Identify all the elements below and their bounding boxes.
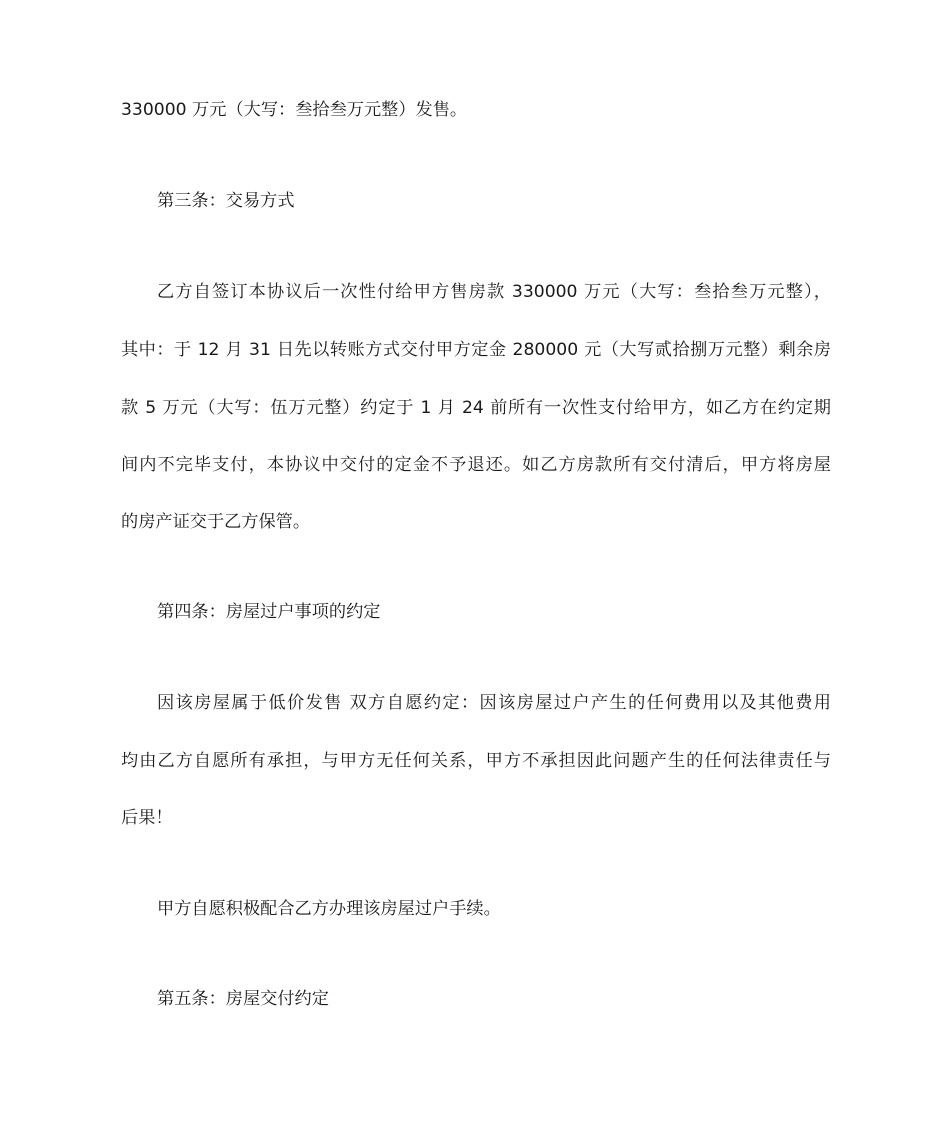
article-4-transfer-cooperation: 甲方自愿积极配合乙方办理该房屋过户手续。	[157, 899, 501, 919]
article-3-heading: 第三条：交易方式	[157, 191, 295, 211]
article-4-line-3: 后果！	[121, 808, 173, 828]
paragraph-line-price-end: 330000 万元（大写：叁拾叁万元整）发售。	[121, 100, 468, 120]
article-3-line-2: 其中：于 12 月 31 日先以转账方式交付甲方定金 280000 元（大写贰拾捌万元整）剩余房	[121, 340, 831, 360]
article-3-line-4: 间内不完毕支付，本协议中交付的定金不予退还。如乙方房款所有交付清后，甲方将房屋	[121, 455, 831, 475]
article-5-heading: 第五条：房屋交付约定	[157, 989, 329, 1009]
article-4-line-1: 因该房屋属于低价发售 双方自愿约定：因该房屋过户产生的任何费用以及其他费用	[157, 693, 831, 713]
article-3-line-3: 款 5 万元（大写：伍万元整）约定于 1 月 24 前所有一次性支付给甲方，如乙方在约定期	[121, 398, 831, 418]
article-3-line-1: 乙方自签订本协议后一次性付给甲方售房款 330000 万元（大写：叁拾叁万元整），	[157, 282, 831, 302]
article-4-line-2: 均由乙方自愿所有承担，与甲方无任何关系，甲方不承担因此问题产生的任何法律责任与	[121, 751, 831, 771]
article-3-line-5: 的房产证交于乙方保管。	[121, 512, 311, 532]
article-4-heading: 第四条：房屋过户事项的约定	[157, 602, 381, 622]
